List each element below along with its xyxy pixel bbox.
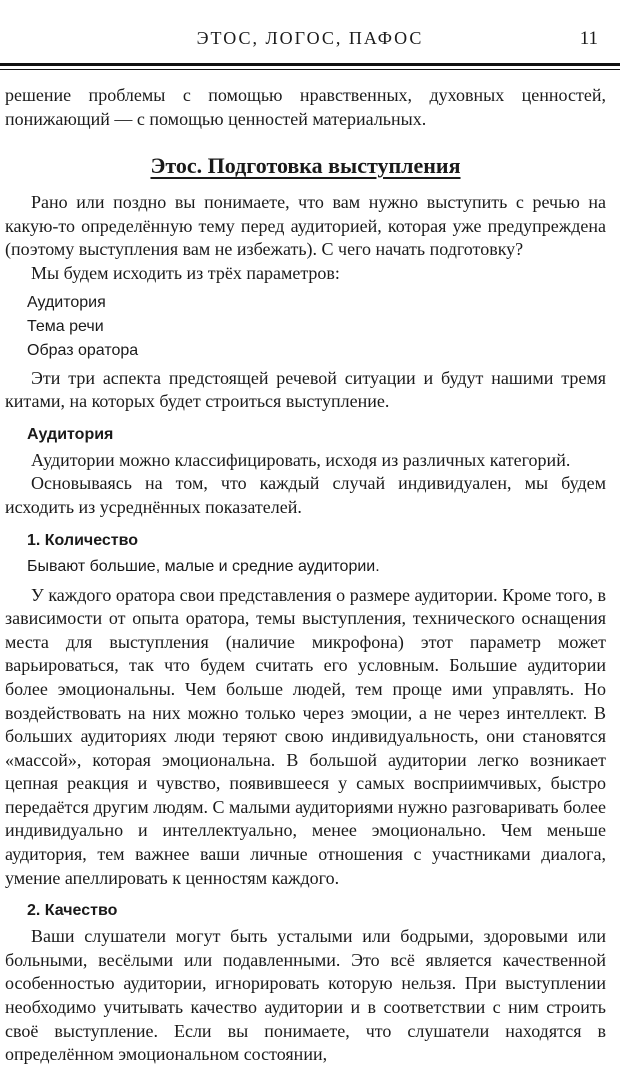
subheading-audience: Аудитория: [27, 425, 114, 443]
header-rule-thick: [0, 63, 620, 66]
subheading-quality: 2. Качество: [27, 902, 118, 920]
paragraph-averages: Основываясь на том, что каждый случай индивидуален, мы будем исходить из усреднённых показателей.: [5, 473, 606, 517]
page-body: [5, 84, 606, 1067]
page-number: 11: [579, 28, 598, 49]
parameter-item: Аудитория: [27, 293, 106, 311]
paragraph-classify: Аудитории можно классифицировать, исходя из различных категорий.: [31, 449, 571, 470]
paragraph-parameters: Мы будем исходить из трёх параметров:: [31, 262, 340, 283]
continued-paragraph: решение проблемы с помощью нравственных, духовных ценностей, понижающий — с помощью ценностей материальных.: [5, 85, 606, 129]
header-rule-thin: [0, 69, 620, 70]
parameter-item: Образ оратора: [27, 341, 139, 359]
paragraph-intro: Рано или поздно вы понимаете, что вам нужно выступить с речью на какую-то определённую тему перед аудиторией, которая уже предупреждена (поэтому выступления вам не избежать). С чего начать подготовку?: [5, 192, 606, 260]
parameter-item: Тема речи: [27, 317, 104, 335]
running-title: ЭТОС, ЛОГОС, ПАФОС: [196, 28, 424, 48]
quantity-lead: Бывают большие, малые и средние аудитории.: [27, 557, 380, 575]
subheading-quantity: 1. Количество: [27, 531, 139, 549]
paragraph-quality: Ваши слушатели могут быть усталыми или бодрыми, здоровыми или больными, весёлыми или подавленными. Это всё является качественной особенностью аудитории, игнорировать которую нельзя. При выступлении необходимо учитывать качество аудитории и в соответствии с ним строить своё выступление. Если вы понимаете, что слушатели находятся в определённом эмоциональном состоянии,: [5, 926, 606, 1065]
paragraph-three-whales: Эти три аспекта предстоящей речевой ситуации и будут нашими тремя китами, на которых будет строиться выступление.: [5, 367, 606, 412]
section-title: Этос. Подготовка выступления: [150, 153, 461, 179]
paragraph-quantity: У каждого оратора свои представления о размере аудитории. Кроме того, в зависимости от опыта оратора, темы выступления, технического оснащения места для выступления (наличие микрофона) этот параметр может варьироваться, так что будем считать его условным. Большие аудитории более эмоциональны. Чем больше людей, тем проще ими управлять. Но воздействовать на них можно только через эмоции, а не через интеллект. В больших аудиториях люди теряют свою индивидуальность, они становятся «массой», которая эмоциональна. В большой аудитории легко возникает цепная реакция и чувство, появившееся у самых восприимчивых, быстро передаётся другим людям. С малыми аудиториями нужно разговаривать более индивидуально и интеллектуально, менее эмоционально. Чем меньше аудитория, тем важнее ваши личные отношения с участниками диалога, умение апеллировать к ценностям каждого.: [5, 584, 606, 888]
